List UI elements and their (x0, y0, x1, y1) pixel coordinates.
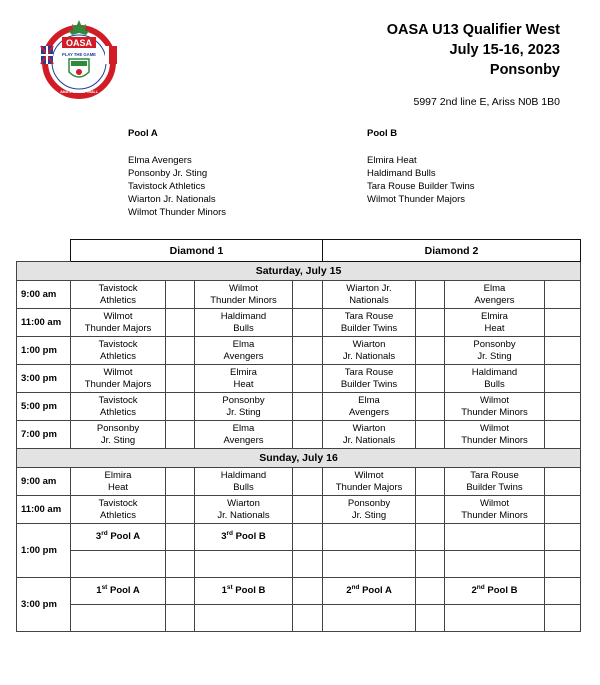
team-cell (445, 468, 545, 496)
team-cell (195, 281, 293, 309)
team-cell (445, 337, 545, 365)
score-cell (545, 421, 581, 449)
tournament-dates: July 15-16, 2023 (449, 42, 560, 58)
score-cell (416, 365, 445, 393)
score-cell (416, 551, 445, 578)
playoff-slot (323, 578, 416, 605)
team-name-line: Avengers (223, 434, 264, 446)
team-name-line: Jr. Nationals (217, 509, 270, 521)
venue-address: 5997 2nd line E, Ariss N0B 1B0 (413, 96, 560, 108)
slot-pool: Pool A (359, 585, 392, 596)
slot-ordinal-suffix: rd (226, 529, 234, 537)
schedule-table (16, 239, 581, 632)
team-name-line: Jr. Nationals (342, 434, 396, 446)
slot-ordinal: 3 (95, 531, 102, 542)
score-cell (545, 393, 581, 421)
team-name-line: Avengers (349, 406, 389, 418)
slot-pool: Pool A (107, 531, 141, 542)
pool-a (128, 127, 226, 219)
team-cell (445, 281, 545, 309)
pool-b-title: Pool B (367, 128, 398, 139)
team-name-line: Wilmot (354, 469, 384, 481)
tournament-title: OASA U13 Qualifier West (386, 22, 560, 38)
team-name-line: Wilmot (103, 366, 133, 378)
slot-ordinal: 1 (96, 585, 102, 596)
score-cell (416, 337, 445, 365)
playoff-team-cell (71, 551, 166, 578)
team-name-line: Jr. Sting (100, 434, 136, 446)
playoff-team-cell (445, 605, 545, 632)
score-cell (293, 468, 323, 496)
score-cell (293, 578, 323, 605)
sunday-row (17, 449, 581, 468)
game-row (17, 337, 581, 365)
score-cell (416, 281, 445, 309)
diamond-1-header: Diamond 1 (71, 240, 323, 262)
team-cell (323, 309, 416, 337)
team-name-line: Builder Twins (340, 378, 398, 390)
team-cell (71, 393, 166, 421)
team-name-line: Wilmot (479, 394, 510, 406)
time-label: 1:00 pm (17, 524, 71, 578)
score-cell (166, 365, 195, 393)
time-label: 9:00 am (17, 468, 71, 496)
slot-pool: Pool B (232, 585, 266, 596)
score-cell (166, 393, 195, 421)
time-label: 11:00 am (17, 309, 71, 337)
team-name-line: Thunder Majors (84, 378, 152, 390)
score-cell (545, 365, 581, 393)
team-cell (323, 393, 416, 421)
playoff-slot (71, 524, 166, 551)
team-name-line: Tara Rouse (344, 310, 394, 322)
team-cell (445, 421, 545, 449)
team-cell (445, 496, 545, 524)
playoff-slot (195, 578, 293, 605)
day-label: Saturday, July 15 (17, 262, 581, 281)
team-name-line: Wiarton Jr. (346, 282, 392, 294)
team-name-line: Tavistock (98, 338, 138, 350)
score-cell (293, 393, 323, 421)
team-name-line: Elmira (104, 469, 132, 481)
team-name-line: Thunder Majors (335, 481, 403, 493)
team-name-line: Tavistock (98, 497, 138, 509)
slot-ordinal: 2 (346, 585, 352, 596)
team-cell (195, 496, 293, 524)
team-name-line: Tara Rouse (344, 366, 394, 378)
team-name-line: Thunder Majors (84, 322, 152, 334)
team-name-line: Elma (358, 394, 380, 406)
team-name-line: Athletics (100, 406, 136, 418)
team-cell (195, 365, 293, 393)
slot-ordinal-suffix: rd (101, 529, 108, 537)
team-cell (445, 393, 545, 421)
team-name-line: Jr. Nationals (342, 350, 396, 362)
game-row (17, 468, 581, 496)
team-name-line: Avengers (223, 350, 264, 362)
playoff-slot (323, 524, 416, 551)
score-cell (293, 365, 323, 393)
score-cell (166, 605, 195, 632)
playoff-slot (195, 524, 293, 551)
time-label: 11:00 am (17, 496, 71, 524)
playoff-team-cell (323, 605, 416, 632)
score-cell (166, 281, 195, 309)
day-label: Sunday, July 16 (17, 449, 581, 468)
slot-pool: Pool B (233, 531, 266, 542)
team-name-line: Athletics (100, 509, 136, 521)
game-row (17, 496, 581, 524)
team-cell (71, 337, 166, 365)
score-cell (416, 605, 445, 632)
score-cell (293, 605, 323, 632)
logo-tagline: PLAY THE GAME (62, 52, 96, 57)
team-name-line: Ponsonby (347, 497, 391, 509)
team-cell (195, 393, 293, 421)
time-label: 3:00 pm (17, 365, 71, 393)
pool-a-team: Ponsonby Jr. Sting (128, 168, 208, 179)
team-cell (195, 421, 293, 449)
playoff-team-cell (323, 551, 416, 578)
team-name-line: Jr. Sting (477, 350, 512, 362)
corner-blank (17, 240, 71, 262)
team-name-line: Elma (483, 282, 506, 294)
pool-a-team: Wiarton Jr. Nationals (128, 194, 216, 205)
team-name-line: Thunder Minors (461, 406, 528, 418)
time-label: 3:00 pm (17, 578, 71, 632)
slot-pool: Pool B (484, 585, 518, 596)
score-cell (293, 421, 323, 449)
slot-ordinal-suffix: nd (351, 583, 360, 591)
score-cell (545, 468, 581, 496)
score-cell (293, 524, 323, 551)
pool-b (367, 127, 475, 206)
team-cell (71, 365, 166, 393)
team-name-line: Elma (232, 338, 255, 350)
score-cell (293, 309, 323, 337)
team-name-line: Wilmot (479, 497, 510, 509)
team-name-line: Haldimand (220, 310, 267, 322)
score-cell (293, 496, 323, 524)
team-name-line: Elma (232, 422, 255, 434)
score-cell (545, 309, 581, 337)
slot-pool: Pool A (107, 585, 140, 596)
time-label: 1:00 pm (17, 337, 71, 365)
logo-ring-text: AMATEUR SOFTBALL (60, 90, 98, 94)
team-cell (71, 468, 166, 496)
pool-b-team: Wilmot Thunder Majors (367, 194, 466, 205)
team-name-line: Athletics (100, 350, 136, 362)
team-cell (71, 421, 166, 449)
pool-a-team: Tavistock Athletics (128, 181, 206, 192)
team-name-line: Nationals (349, 294, 389, 306)
team-cell (195, 337, 293, 365)
team-name-line: Wilmot (103, 310, 133, 322)
team-name-line: Thunder Minors (461, 509, 528, 521)
slot-ordinal: 1 (221, 585, 227, 596)
team-cell (195, 468, 293, 496)
team-name-line: Bulls (233, 322, 254, 334)
oasa-logo (38, 18, 120, 100)
team-cell (323, 281, 416, 309)
team-name-line: Builder Twins (340, 322, 398, 334)
time-label: 7:00 pm (17, 421, 71, 449)
playoff-row-lower (17, 551, 581, 578)
score-cell (416, 496, 445, 524)
team-cell (71, 496, 166, 524)
score-cell (166, 578, 195, 605)
team-cell (323, 421, 416, 449)
logo-text: OASA (65, 38, 93, 48)
tournament-location: Ponsonby (489, 62, 560, 78)
score-cell (293, 551, 323, 578)
playoff-team-cell (195, 551, 293, 578)
team-name-line: Athletics (100, 294, 136, 306)
team-name-line: Haldimand (471, 366, 518, 378)
time-label: 5:00 pm (17, 393, 71, 421)
team-name-line: Tavistock (98, 394, 138, 406)
team-name-line: Avengers (474, 294, 515, 306)
score-cell (416, 524, 445, 551)
score-cell (166, 551, 195, 578)
score-cell (545, 578, 581, 605)
pool-b-team: Tara Rouse Builder Twins (367, 181, 475, 192)
score-cell (166, 337, 195, 365)
team-name-line: Heat (233, 378, 254, 390)
score-cell (416, 309, 445, 337)
pool-b-team: Elmira Heat (367, 155, 417, 166)
slot-ordinal-suffix: st (226, 583, 233, 591)
playoff-team-cell (195, 605, 293, 632)
team-name-line: Heat (107, 481, 129, 493)
slot-ordinal-suffix: st (101, 583, 108, 591)
saturday-row (17, 262, 581, 281)
score-cell (545, 281, 581, 309)
game-row (17, 365, 581, 393)
team-cell (71, 281, 166, 309)
score-cell (416, 421, 445, 449)
playoff-row (17, 524, 581, 551)
playoff-slot (445, 524, 545, 551)
score-cell (545, 496, 581, 524)
team-cell (445, 365, 545, 393)
score-cell (293, 281, 323, 309)
score-cell (545, 337, 581, 365)
team-name-line: Tara Rouse (470, 469, 519, 481)
playoff-row-lower (17, 605, 581, 632)
team-name-line: Wiarton (227, 497, 260, 509)
score-cell (166, 524, 195, 551)
team-name-line: Elmira (230, 366, 257, 378)
score-cell (545, 605, 581, 632)
pool-a-team: Wilmot Thunder Minors (128, 207, 227, 218)
team-name-line: Tavistock (98, 282, 138, 294)
slot-ordinal: 2 (471, 585, 477, 596)
game-row (17, 421, 581, 449)
playoff-slot (445, 578, 545, 605)
pool-b-team: Haldimand Bulls (367, 168, 436, 179)
team-name-line: Wiarton (352, 338, 386, 350)
score-cell (545, 551, 581, 578)
team-cell (323, 337, 416, 365)
playoff-team-cell (71, 605, 166, 632)
game-row (17, 309, 581, 337)
diamond-2-header: Diamond 2 (323, 240, 581, 262)
team-name-line: Ponsonby (473, 338, 516, 350)
pool-a-team: Elma Avengers (128, 155, 192, 166)
pool-a-title: Pool A (128, 128, 158, 139)
team-name-line: Ponsonby (96, 422, 140, 434)
team-name-line: Wilmot (479, 422, 510, 434)
team-name-line: Wilmot (228, 282, 259, 294)
playoff-slot (71, 578, 166, 605)
team-cell (195, 309, 293, 337)
team-name-line: Jr. Sting (226, 406, 261, 418)
score-cell (293, 337, 323, 365)
team-name-line: Thunder Minors (461, 434, 528, 446)
team-cell (323, 365, 416, 393)
score-cell (545, 524, 581, 551)
team-name-line: Elmira (481, 310, 508, 322)
team-name-line: Bulls (233, 481, 254, 493)
time-label: 9:00 am (17, 281, 71, 309)
team-name-line: Heat (484, 322, 505, 334)
game-row (17, 281, 581, 309)
playoff-row (17, 578, 581, 605)
score-cell (416, 468, 445, 496)
slot-ordinal: 3 (221, 531, 227, 542)
team-name-line: Builder Twins (466, 481, 523, 493)
team-cell (71, 309, 166, 337)
team-name-line: Bulls (484, 378, 505, 390)
team-name-line: Jr. Sting (351, 509, 387, 521)
score-cell (166, 496, 195, 524)
slot-ordinal-suffix: nd (476, 583, 485, 591)
team-cell (323, 496, 416, 524)
team-name-line: Haldimand (220, 469, 267, 481)
score-cell (166, 468, 195, 496)
score-cell (166, 421, 195, 449)
team-cell (445, 309, 545, 337)
score-cell (416, 578, 445, 605)
score-cell (416, 393, 445, 421)
score-cell (166, 309, 195, 337)
game-row (17, 393, 581, 421)
team-cell (323, 468, 416, 496)
team-name-line: Ponsonby (222, 394, 265, 406)
playoff-team-cell (445, 551, 545, 578)
team-name-line: Thunder Minors (210, 294, 277, 306)
team-name-line: Wiarton (352, 422, 386, 434)
